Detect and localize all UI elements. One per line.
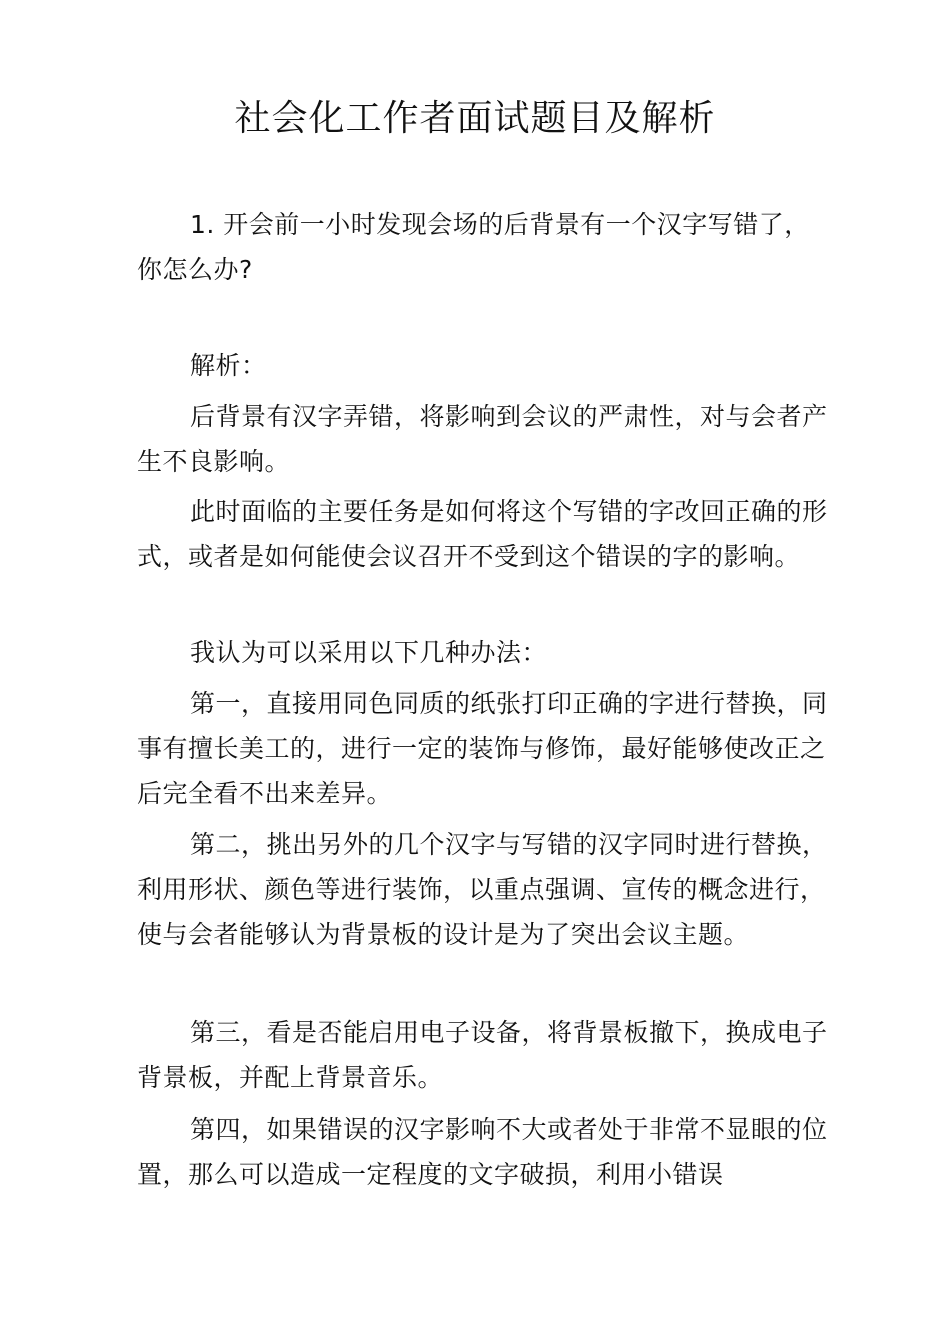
paragraph-method-4: 第四，如果错误的汉字影响不大或者处于非常不显眼的位置，那么可以造成一定程度的文字破损，利用小错误 (137, 1115, 828, 1189)
paragraph-method-3: 第三，看是否能启用电子设备，将背景板撤下，换成电子背景板，并配上背景音乐。 (137, 1018, 828, 1092)
paragraph-method-2: 第二，挑出另外的几个汉字与写错的汉字同时进行替换，利用形状、颜色等进行装饰，以重点强调、宣传的概念进行，使与会者能够认为背景板的设计是为了突出会议主题。 (137, 830, 828, 949)
paragraph-impact: 后背景有汉字弄错，将影响到会议的严肃性，对与会者产生不良影响。 (137, 402, 828, 476)
paragraph-methods-intro: 我认为可以采用以下几种办法： (190, 638, 548, 667)
analysis-label: 解析： (190, 351, 267, 380)
paragraph-main-task: 此时面临的主要任务是如何将这个写错的字改回正确的形式，或者是如何能使会议召开不受到这个错误的字的影响。 (137, 497, 828, 571)
document-title: 社会化工作者面试题目及解析 (234, 98, 716, 139)
question-text: 1. 开会前一小时发现会场的后背景有一个汉字写错了，你怎么办? (137, 210, 810, 284)
paragraph-method-1: 第一，直接用同色同质的纸张打印正确的字进行替换，同事有擅长美工的，进行一定的装饰与修饰，最好能够使改正之后完全看不出来差异。 (137, 689, 828, 808)
